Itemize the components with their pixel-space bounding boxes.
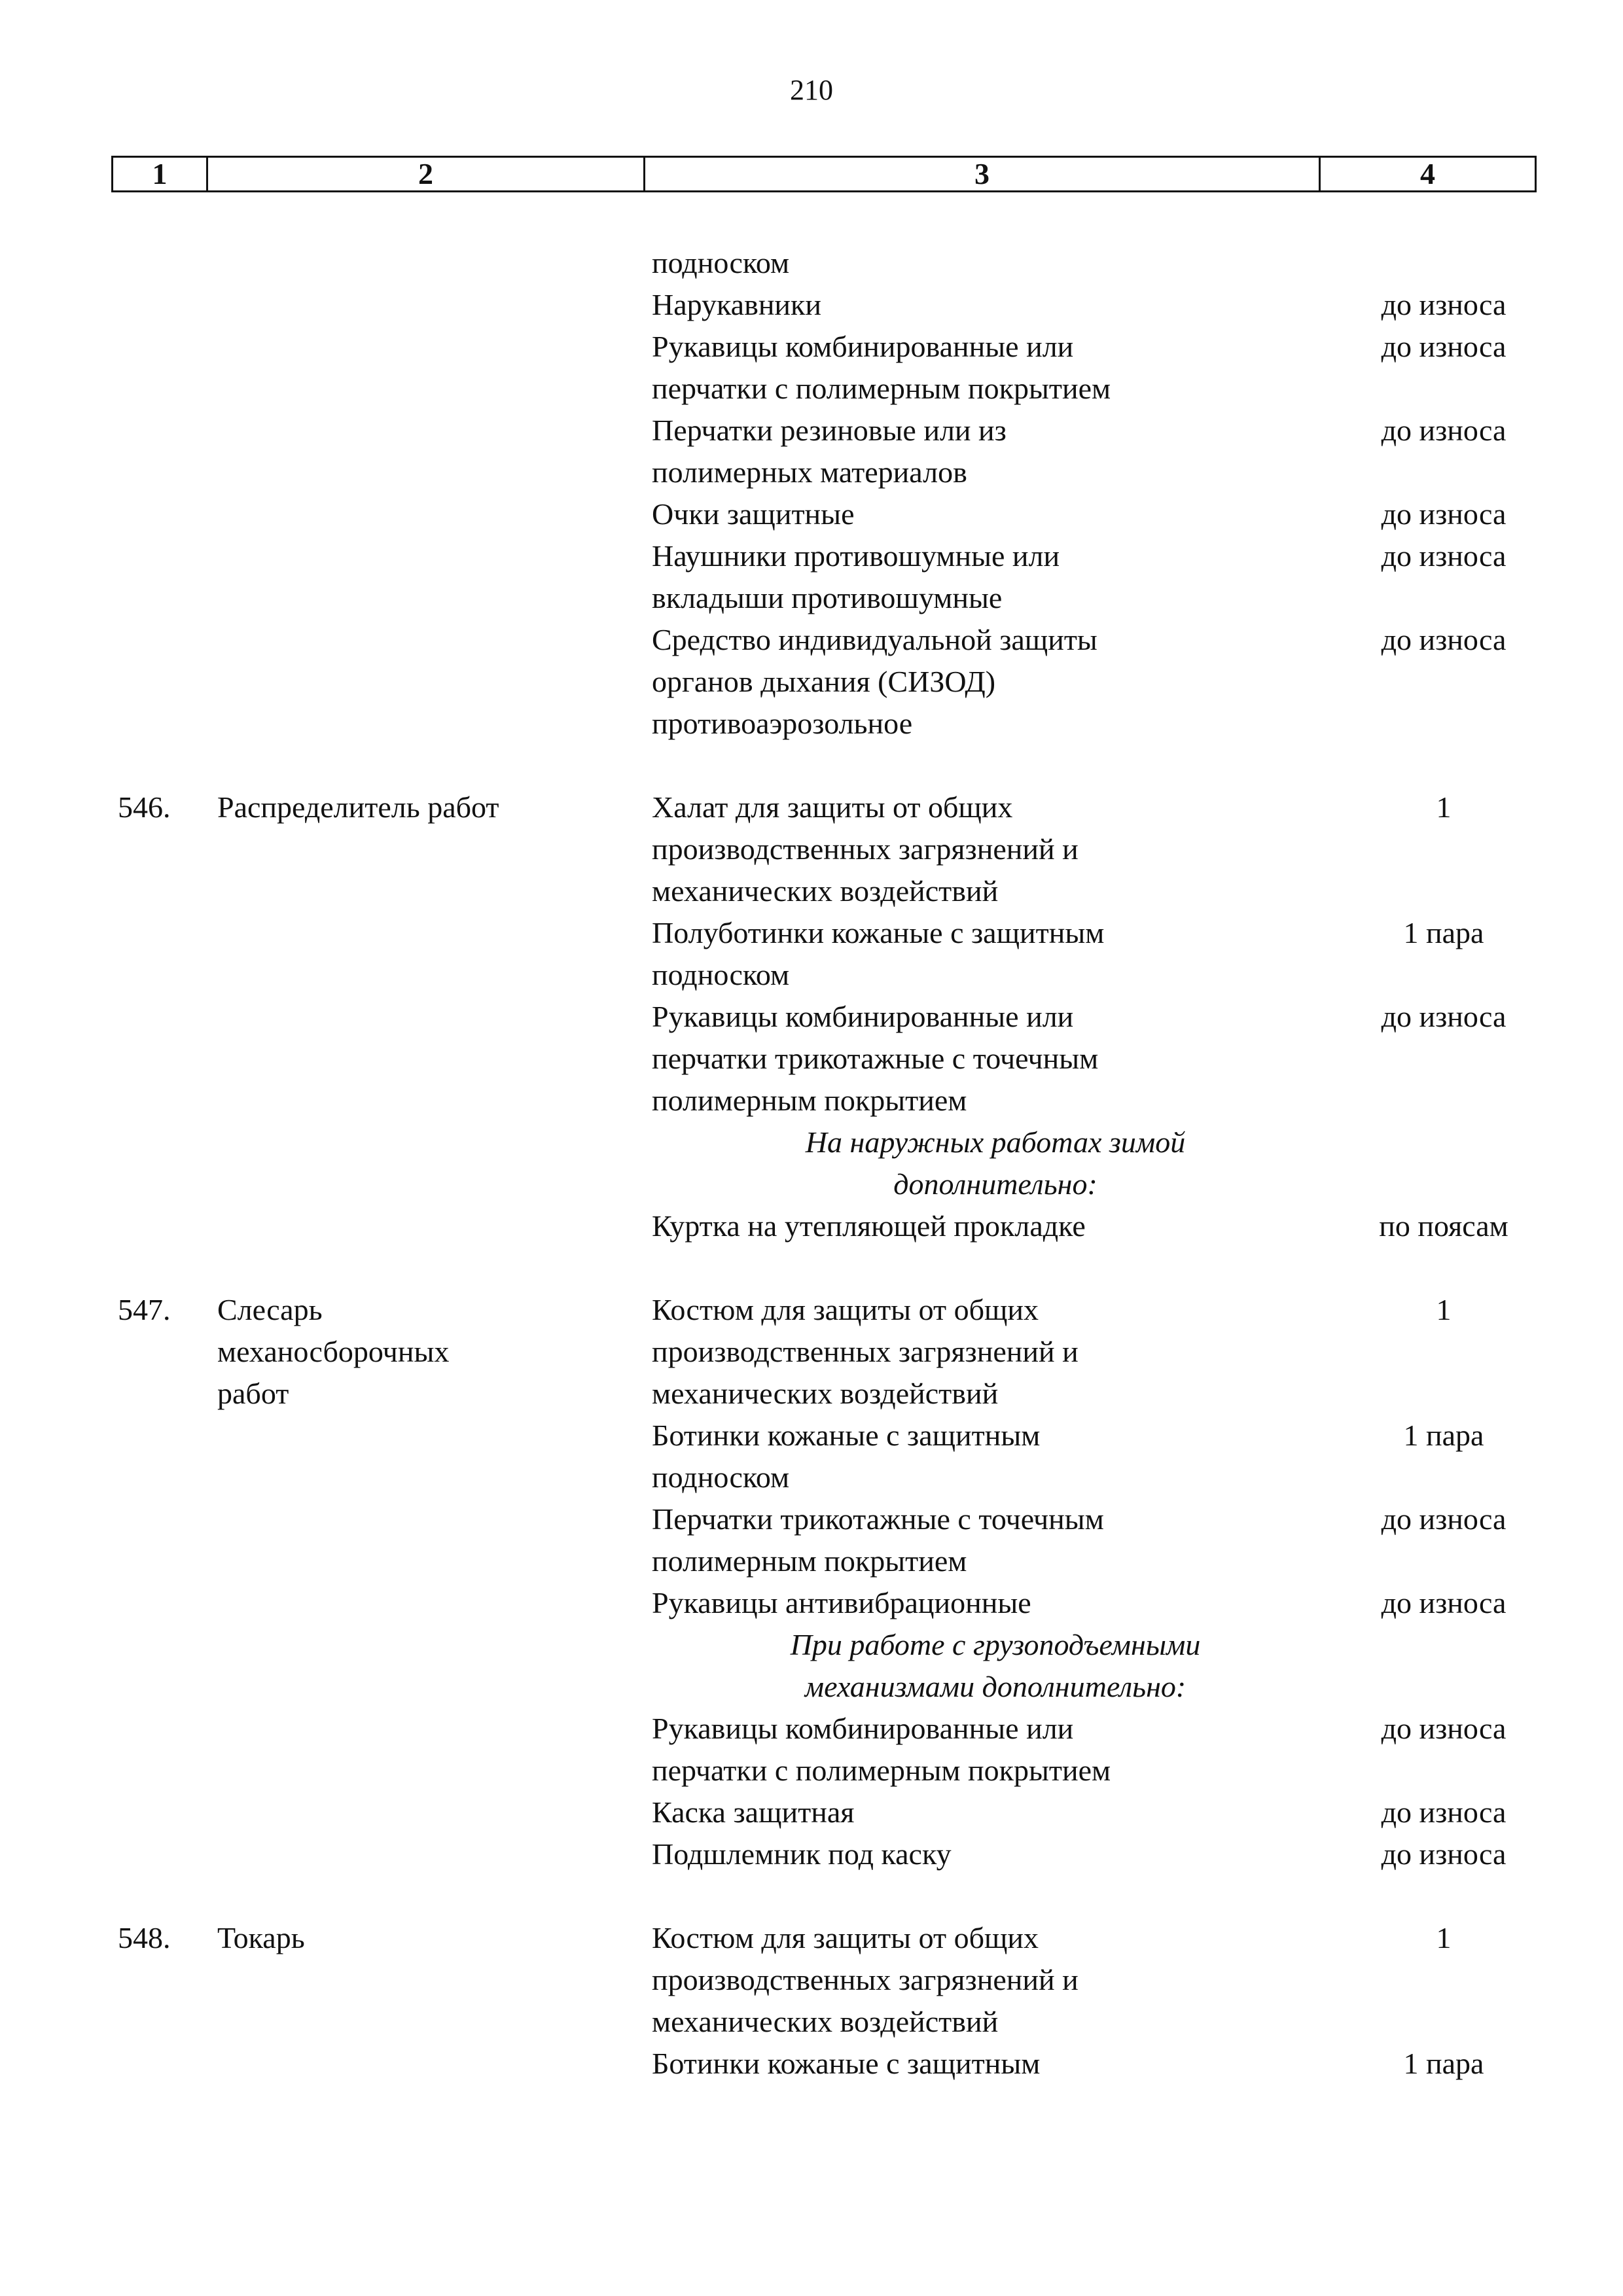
- protective-item: производственных загрязнений и: [652, 1335, 1079, 1368]
- table-row: [0, 2043, 1623, 2085]
- table-body: [0, 242, 1623, 2085]
- protective-item: Полуботинки кожаные с защитным: [652, 916, 1105, 949]
- issue-norm: до износа: [1381, 1795, 1507, 1829]
- issue-norm: до износа: [1381, 414, 1507, 447]
- issue-norm: по поясам: [1379, 1209, 1508, 1243]
- table-row: [0, 1331, 1623, 1373]
- profession-name: работ: [217, 1377, 289, 1410]
- table-row: [0, 1122, 1623, 1163]
- protective-item: механических воздействий: [652, 874, 999, 908]
- protective-item: Рукавицы комбинированные или: [652, 1000, 1074, 1033]
- header-col-2: 2: [208, 158, 645, 190]
- protective-item: противоаэрозольное: [652, 707, 913, 740]
- table-row: [0, 996, 1623, 1038]
- protective-item: полимерных материалов: [652, 455, 967, 489]
- table-row: [0, 912, 1623, 954]
- condition-note: При работе с грузоподъемными: [790, 1628, 1201, 1661]
- table-row: [0, 535, 1623, 577]
- table-row: [0, 1038, 1623, 1080]
- issue-norm: до износа: [1381, 1502, 1507, 1536]
- protective-item: перчатки трикотажные с точечным: [652, 1042, 1099, 1075]
- issue-norm: до износа: [1381, 539, 1507, 573]
- table-row: [0, 284, 1623, 326]
- table-row: [0, 870, 1623, 912]
- protective-item: Рукавицы антивибрационные: [652, 1586, 1031, 1619]
- table-row: [0, 1415, 1623, 1457]
- table-row: [0, 326, 1623, 368]
- condition-note: На наружных работах зимой: [805, 1125, 1186, 1159]
- issue-norm: до износа: [1381, 1000, 1507, 1033]
- issue-norm: 1: [1436, 1293, 1452, 1326]
- protective-item: подноском: [652, 246, 790, 279]
- issue-norm: до износа: [1381, 330, 1507, 363]
- protective-item: Наушники противошумные или: [652, 539, 1060, 573]
- protective-item: Халат для защиты от общих: [652, 790, 1013, 824]
- table-row: [0, 954, 1623, 996]
- protective-item: вкладыши противошумные: [652, 581, 1003, 614]
- table-row: [0, 1833, 1623, 1875]
- issue-norm: до износа: [1381, 288, 1507, 321]
- issue-norm: до износа: [1381, 1712, 1507, 1745]
- protective-item: Рукавицы комбинированные или: [652, 330, 1074, 363]
- issue-norm: 1 пара: [1403, 1419, 1484, 1452]
- issue-norm: до износа: [1381, 1586, 1507, 1619]
- issue-norm: 1: [1436, 1921, 1452, 1954]
- table-row: [0, 1792, 1623, 1833]
- protective-item: Каска защитная: [652, 1795, 855, 1829]
- protective-item: Очки защитные: [652, 497, 855, 531]
- issue-norm: до износа: [1381, 497, 1507, 531]
- table-row: [0, 703, 1623, 745]
- table-row: [0, 1373, 1623, 1415]
- table-row: [0, 493, 1623, 535]
- entry-number: 547.: [118, 1293, 171, 1326]
- table-row: [0, 577, 1623, 619]
- entry-number: 548.: [118, 1921, 171, 1954]
- table-header: [111, 156, 1537, 192]
- protective-item: органов дыхания (СИЗОД): [652, 665, 996, 698]
- protective-item: Ботинки кожаные с защитным: [652, 1419, 1041, 1452]
- protective-item: подноском: [652, 958, 790, 991]
- page-number: 210: [790, 74, 833, 106]
- protective-item: Подшлемник под каску: [652, 1837, 952, 1871]
- issue-norm: 1: [1436, 790, 1452, 824]
- protective-item: механических воздействий: [652, 2005, 999, 2038]
- protective-item: механических воздействий: [652, 1377, 999, 1410]
- table-row: [0, 1624, 1623, 1666]
- protective-item: подноском: [652, 1460, 790, 1494]
- profession-name: Распределитель работ: [217, 790, 499, 824]
- table-row: [0, 451, 1623, 493]
- table-row: [0, 828, 1623, 870]
- entry-gap: [0, 1875, 1623, 1917]
- table-row: [0, 1080, 1623, 1122]
- protective-item: Перчатки резиновые или из: [652, 414, 1007, 447]
- table-row: [0, 786, 1623, 828]
- profession-name: Слесарь: [217, 1293, 323, 1326]
- table-row: [0, 1163, 1623, 1205]
- protective-item: Куртка на утепляющей прокладке: [652, 1209, 1086, 1243]
- protective-item: Костюм для защиты от общих: [652, 1293, 1039, 1326]
- table-row: [0, 1959, 1623, 2001]
- profession-name: Токарь: [217, 1921, 305, 1954]
- condition-note: дополнительно:: [893, 1167, 1097, 1201]
- table-row: [0, 1750, 1623, 1792]
- protective-item: Костюм для защиты от общих: [652, 1921, 1039, 1954]
- protective-item: перчатки с полимерным покрытием: [652, 372, 1111, 405]
- table-row: [0, 1917, 1623, 1959]
- header-col-1: 1: [113, 158, 208, 190]
- entry-gap: [0, 745, 1623, 786]
- protective-item: перчатки с полимерным покрытием: [652, 1754, 1111, 1787]
- protective-item: производственных загрязнений и: [652, 832, 1079, 866]
- table-row: [0, 1666, 1623, 1708]
- protective-item: Перчатки трикотажные с точечным: [652, 1502, 1104, 1536]
- table-row: [0, 1708, 1623, 1750]
- entry-gap: [0, 1247, 1623, 1289]
- protective-item: Ботинки кожаные с защитным: [652, 2047, 1041, 2080]
- header-col-3: 3: [645, 158, 1321, 190]
- table-row: [0, 1289, 1623, 1331]
- protective-item: Средство индивидуальной защиты: [652, 623, 1097, 656]
- issue-norm: до износа: [1381, 623, 1507, 656]
- protective-item: производственных загрязнений и: [652, 1963, 1079, 1996]
- profession-name: механосборочных: [217, 1335, 450, 1368]
- table-row: [0, 410, 1623, 451]
- table-row: [0, 619, 1623, 661]
- protective-item: полимерным покрытием: [652, 1544, 967, 1578]
- table-row: [0, 1582, 1623, 1624]
- table-row: [0, 1498, 1623, 1540]
- table-row: [0, 242, 1623, 284]
- table-row: [0, 2001, 1623, 2043]
- issue-norm: 1 пара: [1403, 2047, 1484, 2080]
- issue-norm: до износа: [1381, 1837, 1507, 1871]
- issue-norm: 1 пара: [1403, 916, 1484, 949]
- header-col-4: 4: [1420, 157, 1435, 190]
- protective-item: полимерным покрытием: [652, 1084, 967, 1117]
- table-row: [0, 1457, 1623, 1498]
- protective-item: Рукавицы комбинированные или: [652, 1712, 1074, 1745]
- entry-number: 546.: [118, 790, 171, 824]
- table-row: [0, 661, 1623, 703]
- condition-note: механизмами дополнительно:: [804, 1670, 1186, 1703]
- table-row: [0, 1205, 1623, 1247]
- table-row: [0, 1540, 1623, 1582]
- protective-item: Нарукавники: [652, 288, 822, 321]
- table-row: [0, 368, 1623, 410]
